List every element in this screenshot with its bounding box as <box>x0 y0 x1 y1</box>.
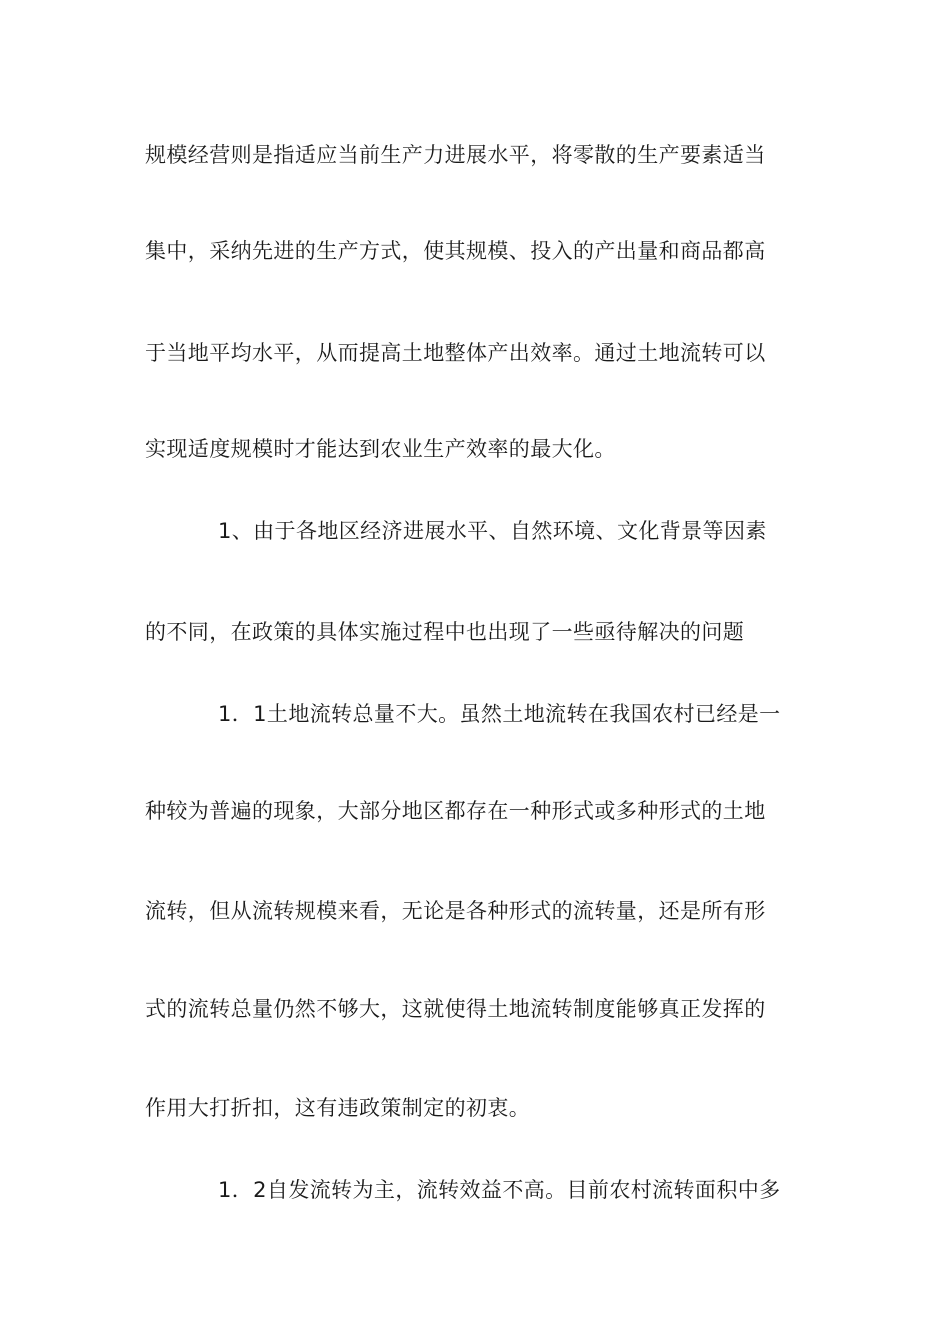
text-line-12: 1．2自发流转为主，流转效益不高。目前农村流转面积中多 <box>218 1178 781 1202</box>
text-line-10: 式的流转总量仍然不够大，这就使得土地流转制度能够真正发挥的 <box>145 997 766 1021</box>
text-line-11: 作用大打折扣，这有违政策制定的初衷。 <box>145 1096 531 1120</box>
text-line-3: 于当地平均水平，从而提高土地整体产出效率。通过土地流转可以 <box>145 341 766 365</box>
text-line-4: 实现适度规模时才能达到农业生产效率的最大化。 <box>145 437 616 461</box>
text-line-1: 规模经营则是指适应当前生产力进展水平，将零散的生产要素适当 <box>145 143 766 167</box>
text-line-8: 种较为普遍的现象，大部分地区都存在一种形式或多种形式的土地 <box>145 799 766 823</box>
text-line-9: 流转，但从流转规模来看，无论是各种形式的流转量，还是所有形 <box>145 899 766 923</box>
text-line-5: 1、由于各地区经济进展水平、自然环境、文化背景等因素 <box>218 519 767 543</box>
text-line-7: 1．1土地流转总量不大。虽然土地流转在我国农村已经是一 <box>218 702 781 726</box>
text-line-2: 集中，采纳先进的生产方式，使其规模、投入的产出量和商品都高 <box>145 239 766 263</box>
text-line-6: 的不同，在政策的具体实施过程中也出现了一些亟待解决的问题 <box>145 620 745 644</box>
